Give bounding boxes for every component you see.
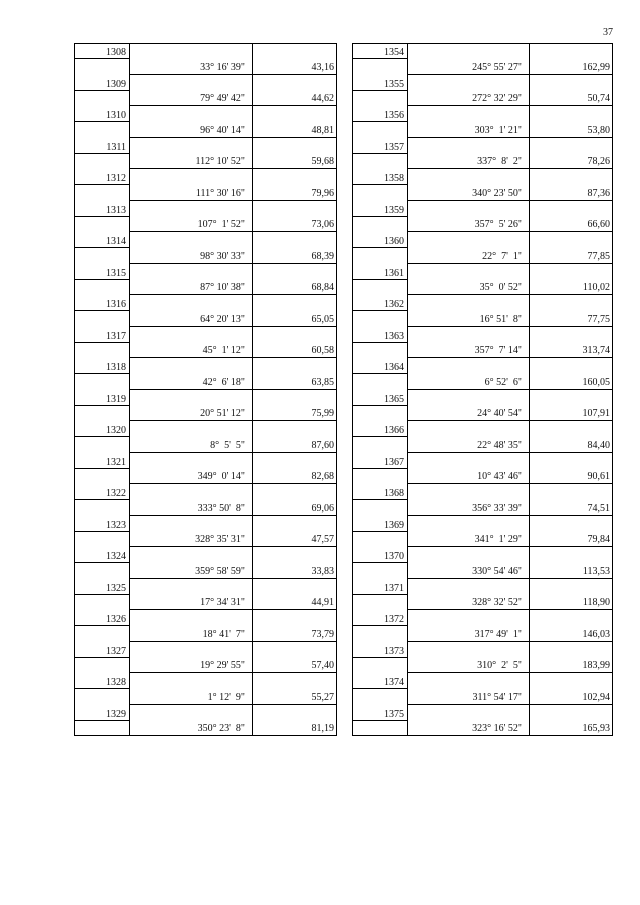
row-separator [407,105,613,106]
row-separator [129,357,337,358]
distance-value: 146,03 [582,628,610,640]
left-table [74,43,337,736]
angle-value: 8° 5' 5" [210,439,245,451]
distance-value: 48,81 [311,124,334,136]
row-separator [129,294,337,295]
angle-value: 341° 1' 29" [474,534,522,546]
point-number: 1312 [106,173,126,184]
point-number: 1366 [384,425,404,436]
distance-value: 57,40 [311,660,334,672]
angle-value: 357° 7' 14" [474,345,522,357]
angle-value: 19° 29' 55" [200,660,245,672]
angle-value: 35° 0' 52" [479,282,522,294]
row-separator [407,515,613,516]
row-separator [407,483,613,484]
point-number: 1313 [106,204,126,216]
point-number: 1319 [106,393,126,405]
distance-value: 82,68 [311,471,334,483]
angle-value: 24° 40' 54" [477,408,522,420]
point-number: 1367 [384,456,404,468]
distance-value: 183,99 [582,660,610,672]
point-number: 1362 [384,299,404,310]
row-separator [129,137,337,138]
distance-value: 33,83 [311,565,334,577]
point-number: 1358 [384,173,404,184]
row-separator [129,483,337,484]
point-number: 1320 [106,425,126,436]
point-number: 1323 [106,519,126,531]
row-separator [407,452,613,453]
angle-value: 96° 40' 14" [200,124,245,136]
row-separator [407,609,613,610]
distance-value: 90,61 [587,471,610,483]
distance-value: 313,74 [582,345,610,357]
point-number: 1309 [106,78,126,90]
angle-value: 112° 10' 52" [195,156,245,168]
distance-value: 73,06 [311,219,334,231]
distance-value: 77,75 [587,313,610,325]
row-separator [129,200,337,201]
point-number: 1324 [106,551,126,562]
row-separator [129,609,337,610]
row-separator [407,263,613,264]
angle-value: 87° 10' 38" [200,282,245,294]
row-separator [129,578,337,579]
row-separator [407,74,613,75]
row-separator [407,420,613,421]
distance-value: 63,85 [311,376,334,388]
row-separator [129,704,337,705]
row-separator [407,200,613,201]
point-number: 1369 [384,519,404,531]
point-number: 1359 [384,204,404,216]
distance-value: 59,68 [311,156,334,168]
row-separator [129,326,337,327]
angle-value: 16° 51' 8" [479,313,522,325]
point-number: 1317 [106,330,126,342]
row-separator [129,168,337,169]
row-separator [407,672,613,673]
distance-value: 65,05 [311,313,334,325]
point-number: 1314 [106,236,126,247]
point-number: 1370 [384,551,404,562]
angle-value: 245° 55' 27" [472,61,522,73]
point-number: 1318 [106,362,126,373]
distance-value: 50,74 [587,93,610,105]
point-number: 1321 [106,456,126,468]
point-number: 1328 [106,677,126,688]
distance-value: 43,16 [311,61,334,73]
distance-value: 162,99 [582,61,610,73]
angle-value: 6° 52' 6" [484,376,522,388]
distance-value: 113,53 [582,565,610,577]
distance-value: 55,27 [311,691,334,703]
angle-value: 303° 1' 21" [474,124,522,136]
distance-value: 44,91 [311,597,334,609]
point-number: 1322 [106,488,126,499]
point-number: 1315 [106,267,126,279]
distance-value: 87,60 [311,439,334,451]
point-number: 1368 [384,488,404,499]
distance-value: 102,94 [582,691,610,703]
angle-value: 328° 35' 31" [195,534,245,546]
distance-value: 107,91 [582,408,610,420]
point-number: 1311 [106,141,126,153]
distance-value: 118,90 [582,597,610,609]
point-number: 1372 [384,614,404,625]
angle-value: 350° 23' 8" [197,723,245,735]
angle-value: 323° 16' 52" [472,723,522,735]
row-separator [129,420,337,421]
point-number: 1310 [106,110,126,121]
angle-value: 98° 30' 33" [200,250,245,262]
distance-value: 73,79 [311,628,334,640]
angle-value: 310° 2' 5" [477,660,522,672]
distance-value: 78,26 [587,156,610,168]
angle-value: 356° 33' 39" [472,502,522,514]
row-separator [407,294,613,295]
point-number: 1327 [106,645,126,657]
row-separator [129,389,337,390]
distance-value: 160,05 [582,376,610,388]
row-separator [407,231,613,232]
row-separator [407,578,613,579]
angle-value: 359° 58' 59" [195,565,245,577]
distance-value: 53,80 [587,124,610,136]
point-number: 1374 [384,677,404,688]
row-separator [129,231,337,232]
distance-value: 87,36 [587,187,610,199]
point-number: 1371 [384,582,404,594]
row-separator [129,105,337,106]
angle-value: 272° 32' 29" [472,93,522,105]
row-separator [407,704,613,705]
angle-value: 107° 1' 52" [197,219,245,231]
angle-value: 357° 5' 26" [474,219,522,231]
distance-value: 110,02 [582,282,610,294]
angle-value: 340° 23' 50" [472,187,522,199]
row-separator [407,546,613,547]
right-table [352,43,613,736]
angle-value: 22° 7' 1" [482,250,522,262]
point-number: 1360 [384,236,404,247]
angle-value: 64° 20' 13" [200,313,245,325]
point-number: 1329 [106,708,126,720]
row-separator [129,641,337,642]
distance-value: 68,39 [311,250,334,262]
distance-value: 44,62 [311,93,334,105]
row-separator [129,515,337,516]
point-number: 1375 [384,708,404,720]
point-number: 1308 [106,47,126,58]
distance-value: 75,99 [311,408,334,420]
row-separator [129,546,337,547]
angle-value: 33° 16' 39" [200,61,245,73]
point-number: 1326 [106,614,126,625]
row-separator [129,452,337,453]
angle-value: 45° 1' 12" [202,345,245,357]
row-separator [407,357,613,358]
distance-value: 77,85 [587,250,610,262]
angle-value: 111° 30' 16" [195,187,245,199]
row-separator [407,389,613,390]
point-number: 1364 [384,362,404,373]
point-number: 1356 [384,110,404,121]
page-number: 37 [603,27,613,38]
row-separator [407,641,613,642]
distance-value: 81,19 [311,723,334,735]
point-number: 1354 [384,47,404,58]
row-separator [129,735,337,736]
angle-value: 42° 6' 18" [202,376,245,388]
row-separator [129,672,337,673]
angle-value: 20° 51' 12" [200,408,245,420]
angle-value: 79° 49' 42" [200,93,245,105]
distance-value: 84,40 [587,439,610,451]
angle-value: 317° 49' 1" [474,628,522,640]
angle-value: 10° 43' 46" [477,471,522,483]
distance-value: 68,84 [311,282,334,294]
angle-value: 330° 54' 46" [472,565,522,577]
angle-value: 18° 41' 7" [202,628,245,640]
angle-value: 22° 48' 35" [477,439,522,451]
distance-value: 66,60 [587,219,610,231]
angle-value: 328° 32' 52" [472,597,522,609]
point-number: 1365 [384,393,404,405]
angle-value: 349° 0' 14" [197,471,245,483]
row-separator [129,263,337,264]
distance-value: 79,84 [587,534,610,546]
row-separator [407,168,613,169]
distance-value: 60,58 [311,345,334,357]
point-number: 1357 [384,141,404,153]
row-separator [407,137,613,138]
angle-value: 337° 8' 2" [477,156,522,168]
row-separator [407,326,613,327]
point-number: 1361 [384,267,404,279]
angle-value: 1° 12' 9" [207,691,245,703]
distance-value: 69,06 [311,502,334,514]
angle-value: 17° 34' 31" [200,597,245,609]
row-separator [407,735,613,736]
angle-value: 311° 54' 17" [472,691,522,703]
row-separator [129,74,337,75]
distance-value: 165,93 [582,723,610,735]
distance-value: 74,51 [587,502,610,514]
angle-value: 333° 50' 8" [197,502,245,514]
point-number: 1325 [106,582,126,594]
point-number: 1355 [384,78,404,90]
distance-value: 47,57 [311,534,334,546]
distance-value: 79,96 [311,187,334,199]
point-number: 1373 [384,645,404,657]
point-number: 1316 [106,299,126,310]
point-number: 1363 [384,330,404,342]
